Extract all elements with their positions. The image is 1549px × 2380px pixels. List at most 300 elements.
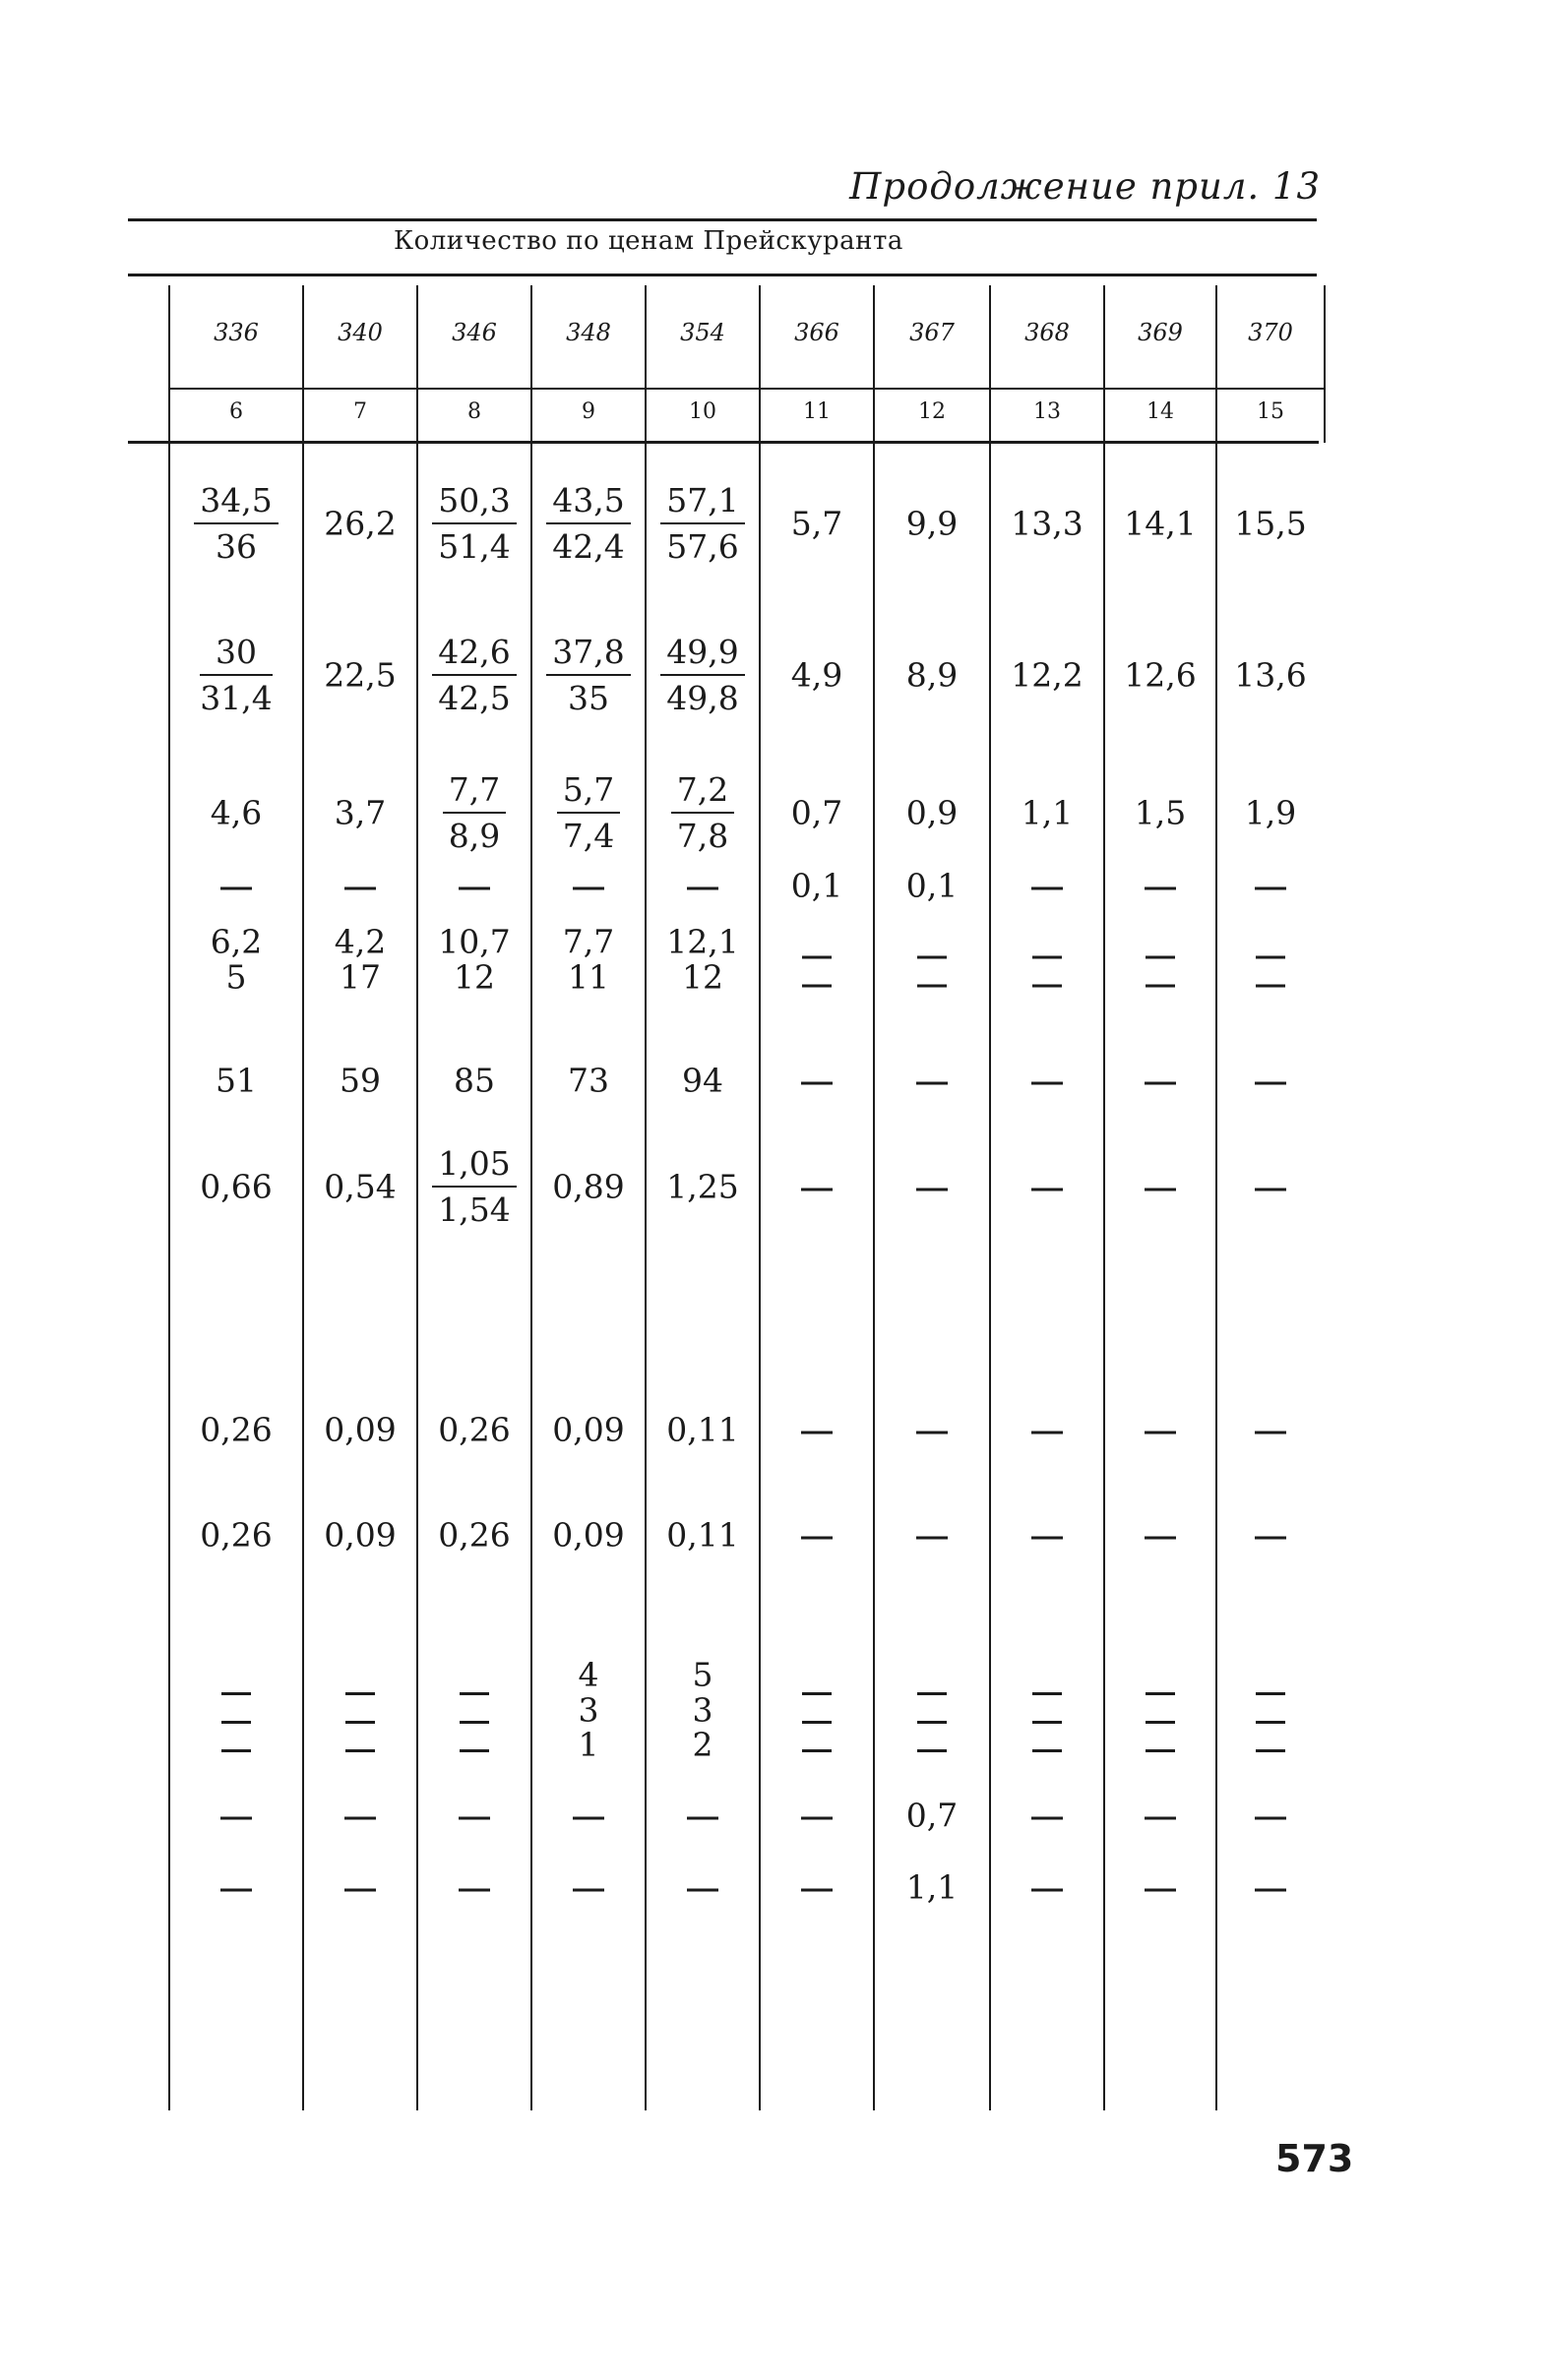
cell-value: 73 xyxy=(568,1061,609,1100)
stack-value: 12 xyxy=(453,957,495,996)
dash xyxy=(802,1692,832,1695)
dash xyxy=(917,956,947,959)
table-cell xyxy=(990,1171,1104,1203)
fraction xyxy=(546,633,630,717)
table-cell xyxy=(760,932,874,988)
rule-header-mid xyxy=(169,388,1325,390)
dash xyxy=(687,1816,718,1819)
fraction xyxy=(432,633,516,717)
cell-value: 22,5 xyxy=(324,655,397,695)
table-cell xyxy=(874,1796,990,1835)
fraction-numerator: 42,6 xyxy=(432,636,516,676)
table-cell xyxy=(646,1410,760,1449)
value-stack xyxy=(211,924,262,994)
rule-header-top xyxy=(128,274,1317,276)
header-column-number: 15 xyxy=(1257,399,1284,424)
fraction-numerator: 1,05 xyxy=(432,1147,516,1188)
cell-value: 1,25 xyxy=(666,1167,739,1206)
header-column-number: 9 xyxy=(582,399,595,424)
dash xyxy=(220,1816,252,1819)
dash xyxy=(345,1692,375,1695)
cell-value: 9,9 xyxy=(905,504,959,543)
table-cell xyxy=(760,1800,874,1832)
table-cell xyxy=(1216,504,1325,543)
table-cell xyxy=(990,504,1104,543)
cell-value: 85 xyxy=(454,1061,495,1100)
dash xyxy=(687,886,718,889)
cell-value: 0,54 xyxy=(324,1167,397,1206)
fraction xyxy=(432,481,516,566)
dash xyxy=(916,1536,948,1539)
table-cell xyxy=(874,793,990,832)
value-stack xyxy=(666,924,738,994)
stack-value: 4,2 xyxy=(334,922,387,961)
stack-value: 2 xyxy=(692,1725,713,1764)
table-cell xyxy=(874,1414,990,1446)
table-cell xyxy=(1216,1519,1325,1552)
stack-value: 12,1 xyxy=(666,922,739,961)
dash xyxy=(459,886,490,889)
table-cell xyxy=(417,1668,531,1752)
table-cell xyxy=(760,1668,874,1752)
dash xyxy=(1145,1816,1176,1819)
group-header: Количество по ценам Прейскуранта xyxy=(394,226,903,256)
table-cell xyxy=(531,1167,646,1206)
dash-stack xyxy=(1146,956,1175,988)
fraction xyxy=(443,770,506,855)
table-cell xyxy=(646,870,760,902)
fraction-numerator: 5,7 xyxy=(557,773,620,814)
dash-stack xyxy=(1256,1692,1285,1752)
table-cell xyxy=(417,1144,531,1229)
dash xyxy=(573,886,604,889)
cell-value: 5,7 xyxy=(790,504,843,543)
header-column-number: 10 xyxy=(689,399,716,424)
table-cell xyxy=(531,481,646,566)
dash-stack xyxy=(1032,1692,1062,1752)
fraction xyxy=(432,1144,516,1229)
cell-value: 8,9 xyxy=(905,655,959,695)
dash xyxy=(1255,1536,1286,1539)
dash-stack xyxy=(1032,956,1062,988)
table-cell xyxy=(760,793,874,832)
table-cell xyxy=(874,1668,990,1752)
dash xyxy=(802,985,832,988)
dash xyxy=(1031,886,1063,889)
table-cell xyxy=(417,1871,531,1904)
dash-stack xyxy=(460,1692,489,1752)
value-stack xyxy=(578,1655,599,1764)
dash xyxy=(917,1692,947,1695)
dash xyxy=(1032,1692,1062,1695)
cell-value: 0,1 xyxy=(905,866,959,905)
fraction-numerator: 7,7 xyxy=(443,773,506,814)
cell-value: 12,6 xyxy=(1124,655,1197,695)
table-cell xyxy=(417,481,531,566)
table-cell xyxy=(417,1515,531,1555)
table-cell xyxy=(874,1065,990,1097)
cell-value: 13,6 xyxy=(1234,655,1307,695)
table-cell xyxy=(874,1867,990,1907)
table-cell xyxy=(531,1061,646,1100)
fraction-denominator: 1,54 xyxy=(438,1190,511,1229)
table-cell xyxy=(760,504,874,543)
table-cell xyxy=(990,1800,1104,1832)
page-number: 573 xyxy=(1275,2137,1354,2180)
cell-value: 0,1 xyxy=(790,866,843,905)
cell-value: 15,5 xyxy=(1234,504,1307,543)
table-cell xyxy=(760,1871,874,1904)
cell-value: 0,11 xyxy=(666,1515,739,1555)
cell-value: 1,1 xyxy=(1021,793,1074,832)
table-cell xyxy=(646,1061,760,1100)
dash xyxy=(221,1692,251,1695)
cell-value: 26,2 xyxy=(324,504,397,543)
table-cell xyxy=(990,793,1104,832)
dash xyxy=(1146,1721,1175,1724)
table-cell xyxy=(303,1800,417,1832)
dash xyxy=(1256,956,1285,959)
cell-value: 1,1 xyxy=(905,1867,959,1907)
dash xyxy=(916,1431,948,1434)
dash-stack xyxy=(802,956,832,988)
dash xyxy=(1255,1431,1286,1434)
fraction xyxy=(671,770,734,855)
dash xyxy=(1256,1749,1285,1752)
table-cell xyxy=(990,655,1104,695)
table-cell xyxy=(169,1061,303,1100)
dash xyxy=(1255,886,1286,889)
table-cell xyxy=(1216,655,1325,695)
fraction-numerator: 57,1 xyxy=(660,484,744,524)
dash xyxy=(802,956,832,959)
dash xyxy=(459,1816,490,1819)
fraction-denominator: 49,8 xyxy=(666,679,739,717)
dash xyxy=(1032,956,1062,959)
dash xyxy=(1255,1081,1286,1084)
cell-value: 94 xyxy=(682,1061,723,1100)
header-column-number: 6 xyxy=(229,399,243,424)
header-price: 354 xyxy=(680,319,725,346)
table-cell xyxy=(760,655,874,695)
dash xyxy=(1146,1692,1175,1695)
cell-value: 0,26 xyxy=(438,1410,511,1449)
header-column-number: 11 xyxy=(803,399,831,424)
dash-stack xyxy=(1256,956,1285,988)
value-stack xyxy=(335,924,386,994)
table-cell xyxy=(1104,793,1216,832)
dash xyxy=(1146,1749,1175,1752)
table-cell xyxy=(646,924,760,994)
dash xyxy=(220,886,252,889)
dash xyxy=(1031,1536,1063,1539)
dash xyxy=(1031,1081,1063,1084)
table-cell xyxy=(169,793,303,832)
table-cell xyxy=(1216,932,1325,988)
table-cell xyxy=(646,770,760,855)
table-cell xyxy=(1104,932,1216,988)
dash xyxy=(802,1749,832,1752)
stack-value: 7,7 xyxy=(562,922,615,961)
header-column-number: 7 xyxy=(353,399,367,424)
table-cell xyxy=(646,1800,760,1832)
table-cell xyxy=(1216,1668,1325,1752)
fraction-denominator: 8,9 xyxy=(448,817,501,855)
dash xyxy=(1032,1749,1062,1752)
header-price: 370 xyxy=(1248,319,1293,346)
table-cell xyxy=(417,1061,531,1100)
fraction-numerator: 37,8 xyxy=(546,636,630,676)
table-cell xyxy=(646,481,760,566)
cell-value: 12,2 xyxy=(1011,655,1084,695)
fraction-denominator: 35 xyxy=(567,679,609,717)
table-cell xyxy=(990,1668,1104,1752)
fraction xyxy=(194,481,278,566)
table-cell xyxy=(1104,1800,1216,1832)
table-cell xyxy=(874,932,990,988)
dash xyxy=(687,1888,718,1891)
table-cell xyxy=(531,1410,646,1449)
header-column-number: 13 xyxy=(1033,399,1061,424)
cell-value: 0,09 xyxy=(552,1410,625,1449)
table-cell xyxy=(1104,1414,1216,1446)
dash xyxy=(802,1721,832,1724)
dash xyxy=(1145,1431,1176,1434)
table-cell xyxy=(303,870,417,902)
fraction xyxy=(557,770,620,855)
dash xyxy=(917,1749,947,1752)
dash xyxy=(221,1749,251,1752)
stack-value: 3 xyxy=(692,1690,713,1730)
header-price: 367 xyxy=(909,319,955,346)
stack-value: 3 xyxy=(578,1690,599,1730)
fraction xyxy=(546,481,630,566)
cell-value: 1,9 xyxy=(1244,793,1297,832)
dash xyxy=(1031,1816,1063,1819)
fraction-denominator: 57,6 xyxy=(666,527,739,566)
table-cell xyxy=(1216,1414,1325,1446)
table-cell xyxy=(1216,1065,1325,1097)
table-cell xyxy=(169,1800,303,1832)
cell-value: 3,7 xyxy=(334,793,387,832)
cell-value: 4,9 xyxy=(790,655,843,695)
dash xyxy=(1145,886,1176,889)
cell-value: 14,1 xyxy=(1124,504,1197,543)
table-cell xyxy=(417,1800,531,1832)
table-cell xyxy=(169,633,303,717)
value-stack xyxy=(438,924,510,994)
dash xyxy=(1256,1721,1285,1724)
table-cell xyxy=(1104,1668,1216,1752)
header-column-number: 8 xyxy=(467,399,481,424)
dash xyxy=(1031,1431,1063,1434)
table-cell xyxy=(1104,1519,1216,1552)
cell-value: 0,89 xyxy=(552,1167,625,1206)
dash xyxy=(460,1692,489,1695)
dash xyxy=(459,1888,490,1891)
table-cell xyxy=(646,1871,760,1904)
table-cell xyxy=(417,770,531,855)
table-cell xyxy=(169,1410,303,1449)
stack-value: 4 xyxy=(578,1655,599,1694)
dash xyxy=(801,1816,833,1819)
dash xyxy=(221,1721,251,1724)
fraction xyxy=(660,633,744,717)
table-cell xyxy=(303,1515,417,1555)
dash-stack xyxy=(1146,1692,1175,1752)
table-cell xyxy=(303,1871,417,1904)
table-cell xyxy=(1104,870,1216,902)
stack-value: 6,2 xyxy=(210,922,263,961)
dash xyxy=(1032,985,1062,988)
table-cell xyxy=(874,504,990,543)
table-cell xyxy=(1104,1065,1216,1097)
table-cell xyxy=(1216,1171,1325,1203)
dash xyxy=(460,1721,489,1724)
table-cell xyxy=(169,1515,303,1555)
dash xyxy=(1031,1888,1063,1891)
cell-value: 51 xyxy=(216,1061,257,1100)
header-column-number: 14 xyxy=(1146,399,1174,424)
cell-value: 0,26 xyxy=(200,1515,273,1555)
cell-value: 1,5 xyxy=(1134,793,1187,832)
table-cell xyxy=(417,633,531,717)
header-price: 369 xyxy=(1138,319,1183,346)
cell-value: 0,09 xyxy=(324,1410,397,1449)
dash xyxy=(916,1081,948,1084)
header-price: 340 xyxy=(338,319,383,346)
fraction xyxy=(660,481,744,566)
table-cell xyxy=(1216,870,1325,902)
dash xyxy=(1145,1888,1176,1891)
table-cell xyxy=(646,1167,760,1206)
cell-value: 59 xyxy=(340,1061,381,1100)
table-cell xyxy=(874,1171,990,1203)
table-cell xyxy=(417,870,531,902)
stack-value: 17 xyxy=(339,957,381,996)
dash xyxy=(1255,1188,1286,1190)
dash xyxy=(916,1188,948,1190)
value-stack xyxy=(563,924,614,994)
dash xyxy=(460,1749,489,1752)
fraction-numerator: 7,2 xyxy=(671,773,734,814)
fraction-denominator: 42,4 xyxy=(552,527,625,566)
fraction-denominator: 42,5 xyxy=(438,679,511,717)
fraction-denominator: 7,4 xyxy=(562,817,615,855)
header-price: 366 xyxy=(794,319,839,346)
fraction-denominator: 31,4 xyxy=(200,679,273,717)
table-cell xyxy=(1216,1871,1325,1904)
table-cell xyxy=(169,924,303,994)
table-cell xyxy=(531,1871,646,1904)
dash xyxy=(220,1888,252,1891)
fraction-denominator: 36 xyxy=(215,527,257,566)
dash xyxy=(344,886,376,889)
table-cell xyxy=(646,1655,760,1764)
table-cell xyxy=(531,870,646,902)
table-cell xyxy=(1216,793,1325,832)
page-title: Продолжение прил. 13 xyxy=(849,165,1321,208)
dash xyxy=(1256,985,1285,988)
table-cell xyxy=(169,1167,303,1206)
dash xyxy=(1256,1692,1285,1695)
table-cell xyxy=(303,1668,417,1752)
dash xyxy=(573,1888,604,1891)
table-cell xyxy=(303,924,417,994)
dash xyxy=(1031,1188,1063,1190)
header-price: 368 xyxy=(1024,319,1070,346)
cell-value: 0,09 xyxy=(324,1515,397,1555)
cell-value: 0,66 xyxy=(200,1167,273,1206)
dash-stack xyxy=(917,956,947,988)
fraction-numerator: 50,3 xyxy=(432,484,516,524)
dash xyxy=(1255,1816,1286,1819)
table-cell xyxy=(417,924,531,994)
cell-value: 0,26 xyxy=(438,1515,511,1555)
table-cell xyxy=(1216,1800,1325,1832)
table-cell xyxy=(874,866,990,905)
table-cell xyxy=(990,932,1104,988)
fraction-numerator: 34,5 xyxy=(194,484,278,524)
table-cell xyxy=(1104,1171,1216,1203)
stack-value: 12 xyxy=(681,957,723,996)
stack-value: 1 xyxy=(578,1725,599,1764)
table-cell xyxy=(531,1655,646,1764)
table-cell xyxy=(990,1519,1104,1552)
dash xyxy=(801,1888,833,1891)
cell-value: 0,26 xyxy=(200,1410,273,1449)
rule-top xyxy=(128,218,1317,221)
dash xyxy=(1032,1721,1062,1724)
dash-stack xyxy=(802,1692,832,1752)
table-cell xyxy=(990,1414,1104,1446)
table-cell xyxy=(760,1171,874,1203)
table-cell xyxy=(169,481,303,566)
table-cell xyxy=(531,1515,646,1555)
dash-stack xyxy=(917,1692,947,1752)
dash xyxy=(1146,956,1175,959)
fraction-numerator: 30 xyxy=(200,636,272,676)
table-cell xyxy=(169,870,303,902)
table-cell xyxy=(1104,1871,1216,1904)
dash xyxy=(344,1888,376,1891)
value-stack xyxy=(692,1655,713,1764)
dash-stack xyxy=(345,1692,375,1752)
cell-value: 0,11 xyxy=(666,1410,739,1449)
dash xyxy=(1146,985,1175,988)
table-cell xyxy=(531,633,646,717)
cell-value: 13,3 xyxy=(1011,504,1084,543)
dash xyxy=(345,1749,375,1752)
table-cell xyxy=(303,504,417,543)
dash xyxy=(1255,1888,1286,1891)
table-cell xyxy=(303,1061,417,1100)
header-price: 346 xyxy=(452,319,497,346)
table-cell xyxy=(303,655,417,695)
table-cell xyxy=(531,1800,646,1832)
dash xyxy=(1145,1081,1176,1084)
table-cell xyxy=(760,866,874,905)
table-cell xyxy=(417,1410,531,1449)
dash xyxy=(801,1081,833,1084)
cell-value: 0,7 xyxy=(790,793,843,832)
dash xyxy=(345,1721,375,1724)
stack-value: 11 xyxy=(567,957,609,996)
table-cell xyxy=(990,1065,1104,1097)
table-cell xyxy=(303,1410,417,1449)
table-cell xyxy=(760,1414,874,1446)
table-cell xyxy=(531,924,646,994)
